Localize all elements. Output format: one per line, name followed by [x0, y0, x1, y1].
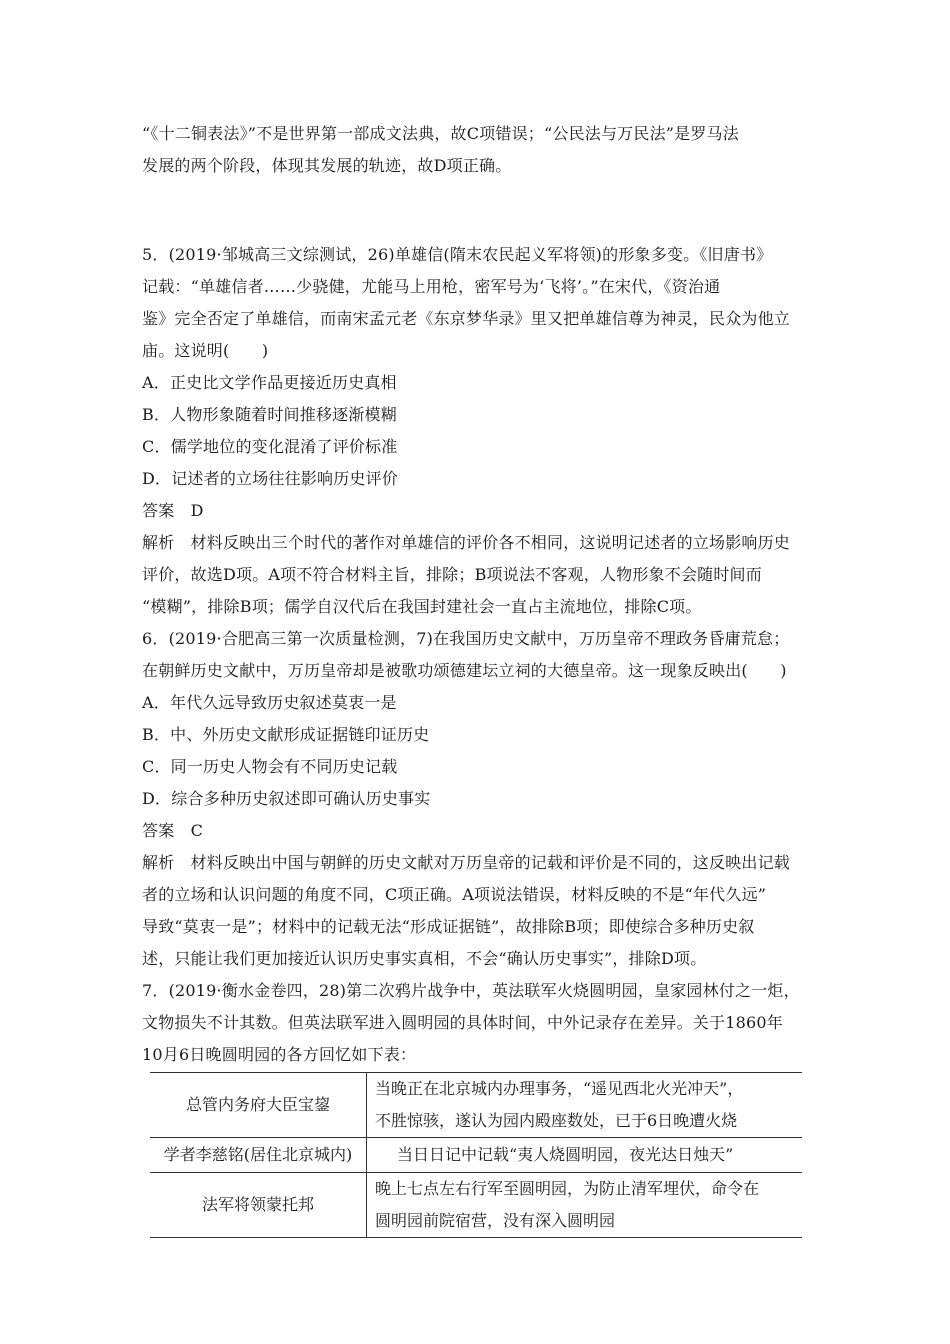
- table-row: [150, 1173, 802, 1238]
- text-line: 评价，故选D项。A项不符合材料主旨，排除；B项说法不客观，人物形象不会随时间而: [142, 565, 762, 584]
- text-line: 10月6日晚圆明园的各方回忆如下表：: [142, 1045, 417, 1064]
- option-b: B．人物形象随着时间推移逐渐模糊: [142, 405, 397, 424]
- text-line: 文物损失不计其数。但英法联军进入圆明园的具体时间，中外记录存在差异。关于1860年: [142, 1013, 783, 1032]
- question-5-stem: 5．(2019·邹城高三文综测试，26)单雄信(隋末农民起义军将领)的形象多变。《旧唐书》: [142, 245, 773, 264]
- record-line: 当日日记中记载“夷人烧圆明园，夜光达日烛天”: [397, 1145, 734, 1164]
- record-line: 晚上七点左右行军至圆明园，为防止清军埋伏，命令在: [375, 1179, 760, 1198]
- text-line: 述，只能让我们更加接近认识历史事实真相，不会“确认历史事实”，排除D项。: [142, 949, 707, 968]
- analysis: 解析 材料反映出中国与朝鲜的历史文献对万历皇帝的记载和评价是不同的，这反映出记载: [142, 853, 791, 872]
- record-line: 圆明园前院宿营，没有深入圆明园: [375, 1211, 616, 1230]
- option-b: B．中、外历史文献形成证据链印证历史: [142, 725, 430, 744]
- text-line: “模糊”，排除B项；儒学自汉代后在我国封建社会一直占主流地位，排除C项。: [142, 597, 702, 616]
- option-c: C．儒学地位的变化混淆了评价标准: [142, 437, 398, 456]
- option-a: A．正史比文学作品更接近历史真相: [142, 373, 397, 392]
- table-cell-record: [367, 1138, 803, 1173]
- option-c: C．同一历史人物会有不同历史记载: [142, 757, 398, 776]
- table-row: [150, 1073, 802, 1138]
- recollections-table: [150, 1072, 802, 1238]
- text-line: 发展的两个阶段，体现其发展的轨迹，故D项正确。: [142, 156, 512, 175]
- text-line: 者的立场和认识问题的角度不同，C项正确。A项说法错误，材料反映的不是“年代久远”: [142, 885, 767, 904]
- record-line: 当晚正在北京城内办理事务，“遥见西北火光冲天”，: [375, 1079, 744, 1098]
- answer: 答案 C: [142, 821, 204, 840]
- table-cell-source: 法军将领蒙托邦: [150, 1173, 367, 1238]
- table-cell-source: 学者李慈铭(居住北京城内): [150, 1138, 367, 1173]
- question-7-stem: 7．(2019·衡水金卷四，28)第二次鸦片战争中，英法联军火烧圆明园，皇家园林付之一炬，: [142, 981, 800, 1000]
- answer: 答案 D: [142, 501, 204, 520]
- text-line: 记载：“单雄信者……少骁健，尤能马上用枪，密军号为‘飞将’。”在宋代，《资治通: [142, 277, 721, 296]
- text-line: 在朝鲜历史文献中，万历皇帝却是被歌功颂德建坛立祠的大德皇帝。这一现象反映出( ): [142, 661, 787, 680]
- table-cell-source: 总管内务府大臣宝鋆: [150, 1073, 367, 1138]
- question-6-stem: 6．(2019·合肥高三第一次质量检测，7)在我国历史文献中，万历皇帝不理政务昏庸荒怠；: [142, 629, 790, 648]
- text-line: “《十二铜表法》”不是世界第一部成文法典，故C项错误；“公民法与万民法”是罗马法: [142, 124, 739, 143]
- table-cell-record: [367, 1173, 803, 1238]
- record-line: 不胜惊骇，遂认为园内殿座数处，已于6日晚遭火烧: [375, 1111, 738, 1130]
- option-d: D．综合多种历史叙述即可确认历史事实: [142, 789, 431, 808]
- option-a: A．年代久远导致历史叙述莫衷一是: [142, 693, 397, 712]
- table-row: [150, 1138, 802, 1173]
- option-d: D．记述者的立场往往影响历史评价: [142, 469, 399, 488]
- text-line: 鉴》完全否定了单雄信，而南宋孟元老《东京梦华录》里又把单雄信尊为神灵，民众为他立: [142, 309, 791, 328]
- text-line: 庙。这说明( ): [142, 341, 269, 360]
- table-cell-record: [367, 1073, 803, 1138]
- analysis: 解析 材料反映出三个时代的著作对单雄信的评价各不相同，这说明记述者的立场影响历史: [142, 533, 791, 552]
- text-line: 导致“莫衷一是”；材料中的记载无法“形成证据链”，故排除B项；即使综合多种历史叙: [142, 917, 755, 936]
